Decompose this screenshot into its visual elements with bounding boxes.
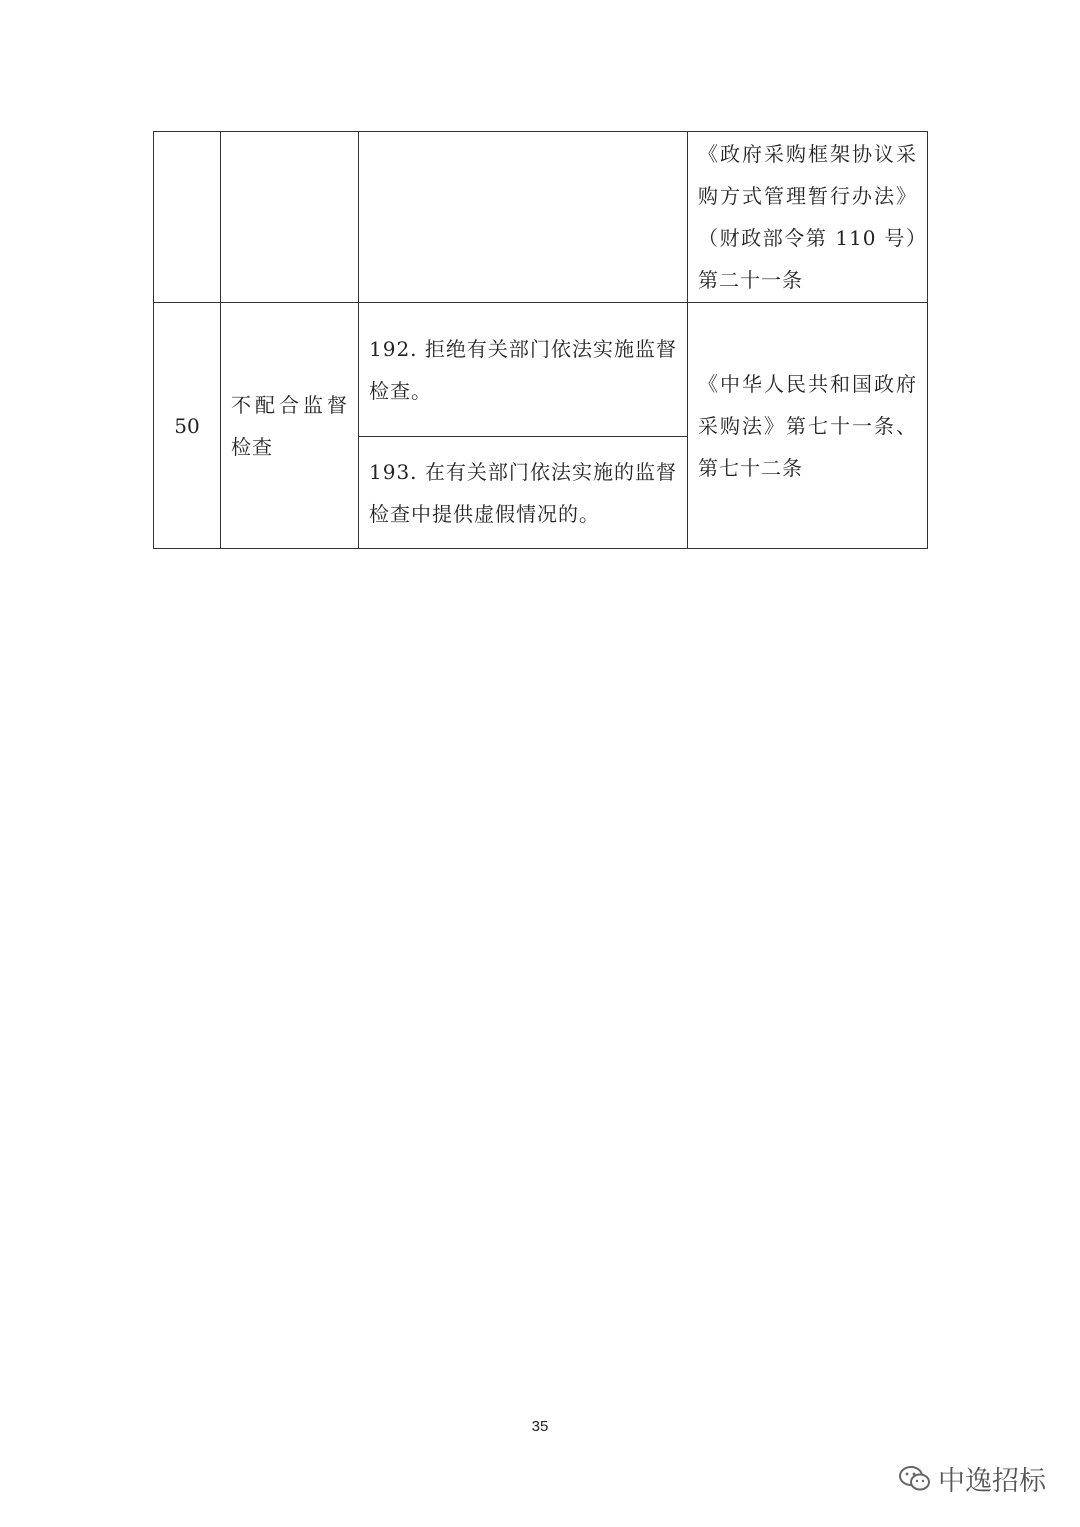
page-number: 35 bbox=[531, 1418, 549, 1435]
category-text: 不配合监督检查 bbox=[231, 392, 348, 459]
watermark bbox=[898, 1459, 1046, 1498]
regulation-table bbox=[153, 131, 928, 549]
legal-basis-text: 《中华人民共和国政府采购法》第七十一条、第七十二条 bbox=[698, 371, 917, 480]
table-row bbox=[154, 303, 928, 437]
legal-basis-cell bbox=[688, 303, 928, 549]
behavior-cell bbox=[359, 132, 688, 303]
behavior-text: 192. 拒绝有关部门依法实施监督检查。 bbox=[369, 336, 677, 403]
table-row bbox=[154, 132, 928, 303]
wechat-icon bbox=[898, 1464, 932, 1494]
legal-basis-cell bbox=[688, 132, 928, 303]
legal-basis-text: 《政府采购框架协议采购方式管理暂行办法》（财政部令第 110 号）第二十一条 bbox=[698, 142, 917, 292]
category-cell bbox=[221, 132, 359, 303]
behavior-text: 193. 在有关部门依法实施的监督检查中提供虚假情况的。 bbox=[369, 459, 677, 526]
behavior-cell bbox=[359, 437, 688, 549]
row-number-cell: 50 bbox=[154, 303, 221, 549]
watermark-text: 中逸招标 bbox=[938, 1466, 1046, 1497]
row-number-cell bbox=[154, 132, 221, 303]
category-cell bbox=[221, 303, 359, 549]
behavior-cell bbox=[359, 303, 688, 437]
